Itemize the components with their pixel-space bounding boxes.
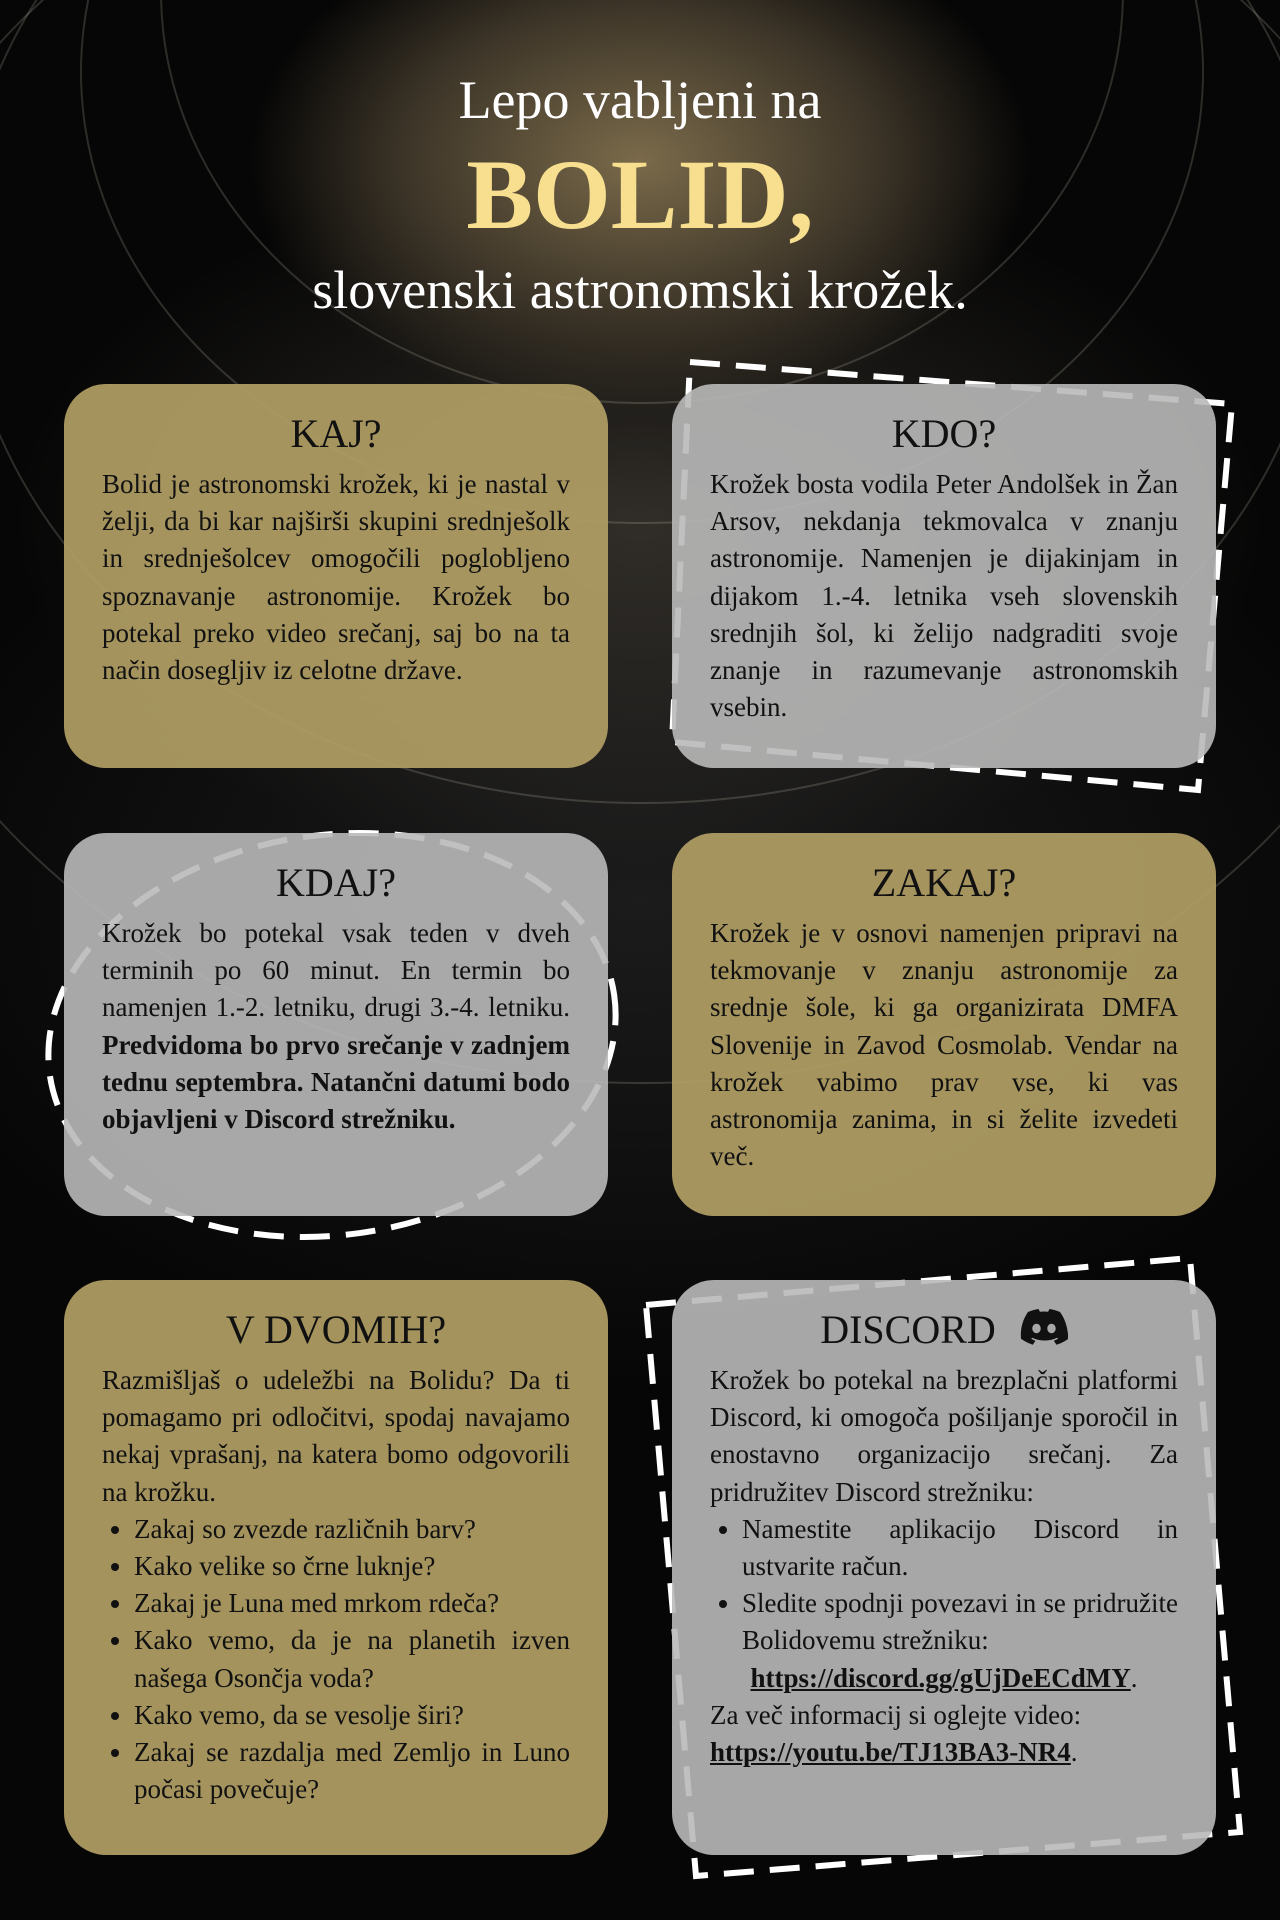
question-list xyxy=(102,1511,570,1809)
list-item: • Kako vemo, da se vesolje širi? xyxy=(134,1697,570,1734)
list-item: • Namestite aplikacijo Discord in ustvarite račun. xyxy=(742,1511,1178,1585)
card-text: Krožek je v osnovi namenjen pripravi na tekmovanje v znanju astronomije za srednje šole, ki ga organizirata DMFA Slovenije in Zavod Cosmolab. Vendar na krožek vabimo prav vse, ki vas astronomija zanima, in si želite izvedeti več. xyxy=(710,918,1178,1172)
card-text-bold: Predvidoma bo prvo srečanje v zadnjem tednu septembra. Natančni datumi bodo objavljeni v Discord strežniku. xyxy=(102,1029,570,1135)
card-title: KDAJ? xyxy=(276,860,396,905)
brand-title: BOLID, xyxy=(466,139,814,250)
card-title xyxy=(710,1302,1178,1358)
card-v-dvomih xyxy=(64,1280,608,1855)
list-item: • Sledite spodnji povezavi in se pridružite Bolidovemu strežniku: xyxy=(742,1585,1178,1659)
period: . xyxy=(1130,1662,1138,1693)
discord-invite-link[interactable]: https://discord.gg/gUjDeECdMY xyxy=(750,1662,1131,1693)
card-title: KAJ? xyxy=(290,411,382,456)
discord-link-line xyxy=(710,1660,1178,1697)
youtube-video-link[interactable]: https://youtu.be/TJ13BA3-NR4 xyxy=(710,1737,1071,1768)
welcome-text: Lepo vabljeni na xyxy=(458,70,822,130)
card-title: ZAKAJ? xyxy=(871,860,1017,905)
list-item: • Kako velike so črne luknje? xyxy=(134,1548,570,1585)
video-text: Za več informacij si oglejte video: xyxy=(710,1699,1082,1730)
card-text-regular: Krožek bo potekal vsak teden v dveh terminih po 60 minut. En termin bo namenjen 1.-2. letniku, drugi 3.-4. letniku. xyxy=(102,918,570,1023)
card-kdo xyxy=(672,384,1216,768)
card-text xyxy=(102,915,570,1138)
list-item: • Zakaj je Luna med mrkom rdeča? xyxy=(134,1585,570,1622)
discord-icon xyxy=(1020,1309,1068,1345)
card-text: Krožek bosta vodila Peter Andolšek in Žan Arsov, nekdanja tekmovalca v znanju astronomije. Namenjen je dijakinjam in dijakom 1.-4. letnika vseh slovenskih srednjih šol, ki želijo nadgraditi svoje znanje in razumevanje astronomskih vsebin. xyxy=(710,469,1178,723)
card-text: Bolid je astronomski krožek, ki je nastal v želji, da bi kar najširši skupini srednješolk in srednješolcev omogočili poglobljeno spoznavanje astronomije. Krožek bo potekal preko video srečanj, saj bo na ta način dosegljiv iz celotne države. xyxy=(102,469,570,686)
card-text: Razmišljaš o udeležbi na Bolidu? Da ti pomagamo pri odločitvi, spodaj navajamo nekaj vprašanj, na katera bomo odgovorili na krožku. xyxy=(102,1365,570,1507)
card-title: KDO? xyxy=(891,411,997,456)
subtitle: slovenski astronomski krožek. xyxy=(312,260,968,320)
card-title: V DVOMIH? xyxy=(225,1307,447,1352)
period: . xyxy=(1070,1737,1078,1768)
list-item: • Kako vemo, da je na planetih izven našega Osončja voda? xyxy=(134,1622,570,1696)
steps-list xyxy=(710,1511,1178,1660)
video-link-line xyxy=(710,1734,1178,1771)
card-discord xyxy=(672,1280,1216,1855)
card-zakaj xyxy=(672,833,1216,1216)
card-kdaj xyxy=(64,833,608,1216)
card-title-text: DISCORD xyxy=(820,1307,996,1352)
card-text: Krožek bo potekal na brezplačni platformi Discord, ki omogoča pošiljanje sporočil in enostavno organizacijo srečanj. Za pridružitev Discord strežniku: xyxy=(710,1365,1178,1507)
card-kaj xyxy=(64,384,608,768)
header xyxy=(0,50,1280,330)
list-item: • Zakaj se razdalja med Zemljo in Luno počasi povečuje? xyxy=(134,1734,570,1808)
list-item: • Zakaj so zvezde različnih barv? xyxy=(134,1511,570,1548)
